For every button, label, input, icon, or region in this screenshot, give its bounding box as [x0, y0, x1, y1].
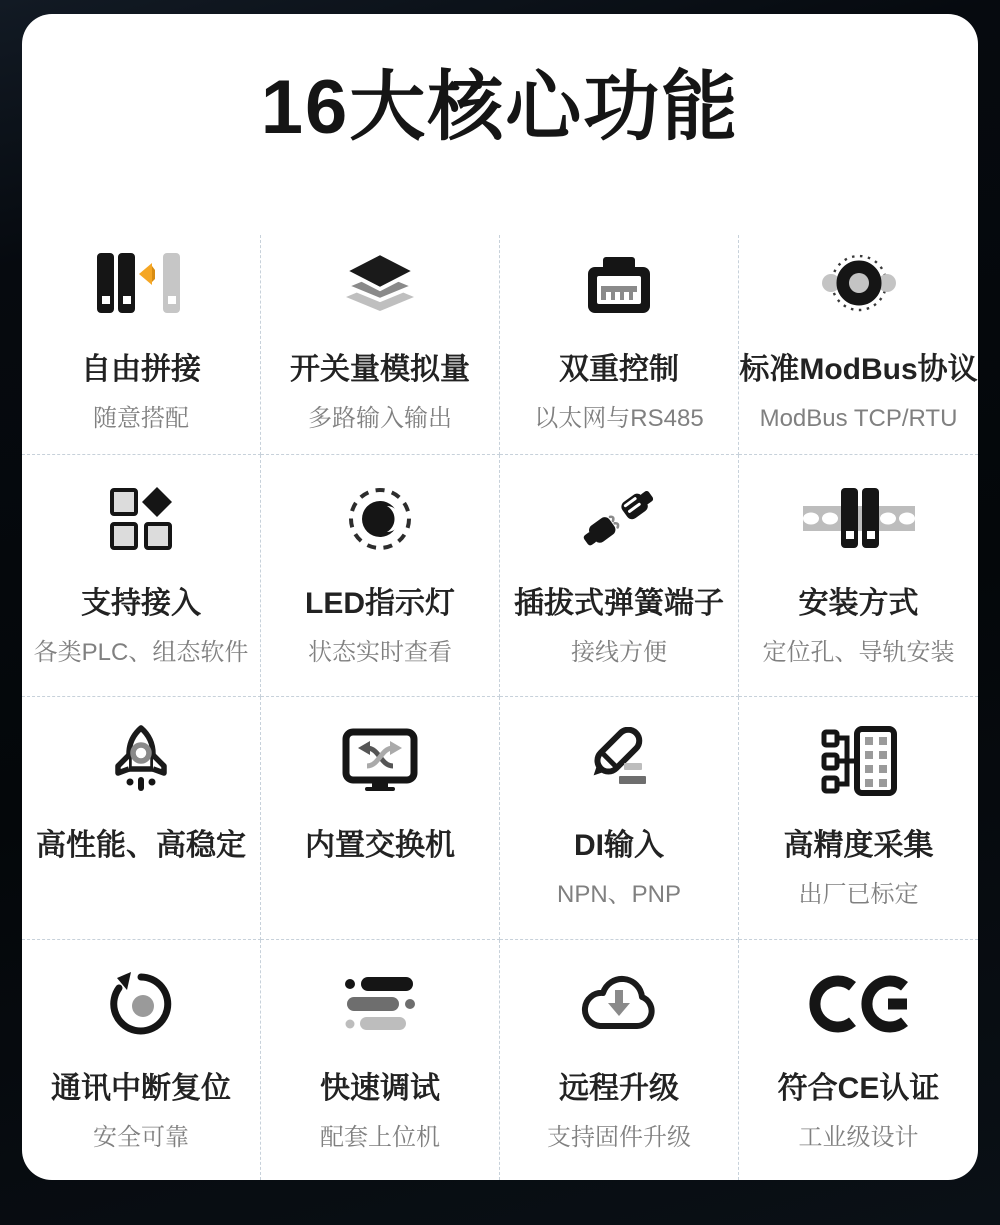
feature-cell-ce — [739, 940, 978, 1180]
feature-subtitle: 工业级设计 — [798, 1123, 919, 1151]
feature-title: 双重控制 — [559, 353, 679, 386]
feature-title: DI输入 — [574, 829, 664, 862]
feature-title: 自由拼接 — [81, 353, 201, 386]
feature-subtitle: 各类PLC、组态软件 — [33, 638, 249, 666]
feature-grid — [22, 235, 978, 1180]
feature-subtitle: 多路输入输出 — [308, 404, 452, 432]
feature-title: 远程升级 — [559, 1072, 679, 1105]
feature-subtitle: 状态实时查看 — [308, 638, 452, 666]
feature-title: 安装方式 — [798, 587, 919, 620]
quick-debug-icon — [343, 960, 417, 1048]
feature-title: 高精度采集 — [783, 829, 934, 862]
feature-subtitle: 定位孔、导轨安装 — [762, 638, 955, 666]
feature-cell-free-splice — [22, 235, 261, 455]
free-splice-icon — [89, 241, 193, 329]
precision-acquisition-icon — [820, 717, 898, 805]
feature-cell-quick-debug — [261, 940, 500, 1180]
layers-stack-icon — [340, 241, 420, 329]
feature-subtitle: 以太网与RS485 — [534, 404, 704, 432]
feature-cell-access — [22, 455, 261, 697]
feature-subtitle: NPN、PNP — [556, 880, 682, 908]
feature-title: 插拔式弹簧端子 — [514, 587, 724, 620]
ethernet-port-icon — [586, 241, 652, 329]
modbus-hub-icon — [819, 241, 899, 329]
led-indicator-icon — [345, 475, 415, 563]
feature-title: 内置交换机 — [305, 829, 455, 862]
feature-cell-comm-reset — [22, 940, 261, 1180]
feature-title: LED指示灯 — [305, 587, 455, 620]
feature-subtitle: 随意搭配 — [93, 404, 189, 432]
cloud-upgrade-icon — [579, 960, 659, 1048]
feature-subtitle: ModBus TCP/RTU — [759, 404, 958, 432]
ce-mark-icon — [808, 960, 910, 1048]
feature-title: 高性能、高稳定 — [36, 829, 246, 862]
switch-monitor-icon — [341, 717, 419, 805]
din-rail-icon — [803, 475, 915, 563]
feature-title: 开关量模拟量 — [290, 353, 470, 386]
comm-reset-icon — [105, 960, 177, 1048]
feature-cell-performance — [22, 697, 261, 940]
feature-title: 快速调试 — [320, 1072, 440, 1105]
feature-cell-mounting — [739, 455, 978, 697]
feature-cell-remote-upgrade — [500, 940, 739, 1180]
blocks-grid-icon — [108, 475, 174, 563]
feature-cell-io-layers — [261, 235, 500, 455]
feature-title: 通讯中断复位 — [51, 1072, 231, 1105]
feature-subtitle: 接线方便 — [571, 638, 667, 666]
feature-subtitle: 支持固件升级 — [547, 1123, 691, 1151]
page-title: 16大核心功能 — [260, 65, 740, 150]
feature-card — [22, 14, 978, 1180]
feature-subtitle: 配套上位机 — [320, 1123, 440, 1151]
feature-cell-acquisition — [739, 697, 978, 940]
feature-cell-switch — [261, 697, 500, 940]
feature-title: 符合CE认证 — [777, 1072, 940, 1105]
rocket-icon — [105, 717, 177, 805]
feature-cell-modbus — [739, 235, 978, 455]
feature-cell-led — [261, 455, 500, 697]
spring-terminal-icon — [578, 475, 660, 563]
pencil-di-icon — [582, 717, 656, 805]
feature-subtitle: 安全可靠 — [93, 1123, 189, 1151]
feature-subtitle: 出厂已标定 — [798, 880, 919, 908]
feature-cell-di-input — [500, 697, 739, 940]
feature-cell-dual-control — [500, 235, 739, 455]
feature-title: 支持接入 — [81, 587, 201, 620]
feature-cell-terminal — [500, 455, 739, 697]
feature-title: 标准ModBus协议 — [739, 353, 978, 386]
